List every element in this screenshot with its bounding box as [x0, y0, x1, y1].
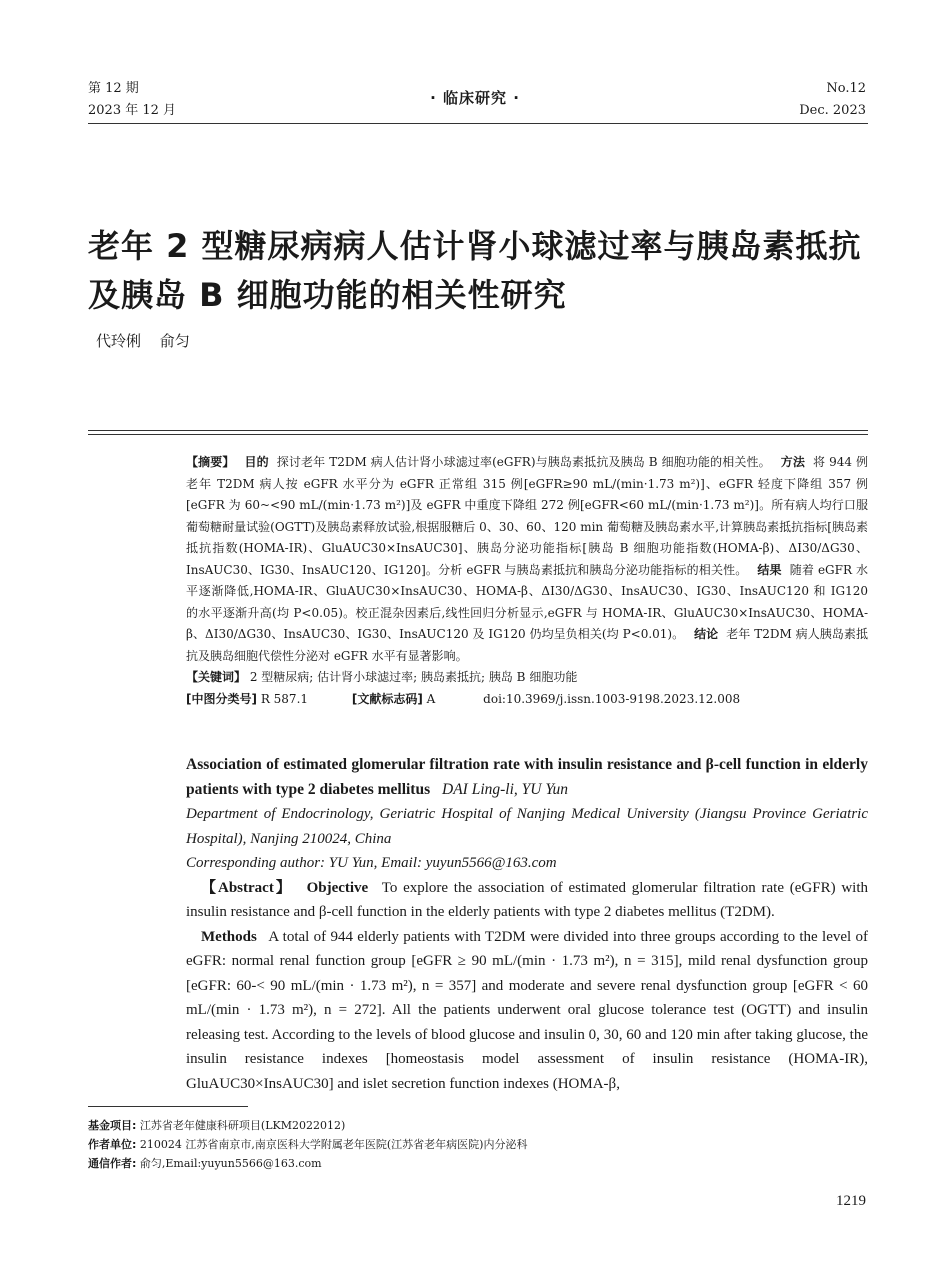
fund-label: 基金项目: — [88, 1119, 137, 1132]
english-objective-text: To explore the association of estimated glomerular filtration rate (eGFR) with insulin resistance and β-cell function in the elderly patients with type 2 diabetes mellitus (T2DM). — [186, 879, 869, 920]
objective-text: 探讨老年 T2DM 病人估计肾小球滤过率(eGFR)与胰岛素抵抗及胰岛 B 细胞功能的相关性。 — [276, 455, 771, 469]
english-title: Association of estimated glomerular filtration rate with insulin resistance and β-cell function in elderly patients with type 2 diabetes mellitus — [186, 756, 868, 798]
doi-link[interactable]: doi:10.3969/j.issn.1003-9198.2023.12.008 — [483, 691, 741, 706]
author-name: 代玲俐 — [96, 332, 142, 350]
issue-date-cn: 2023 年 12 月 — [88, 103, 177, 118]
classification-line — [186, 689, 868, 711]
unit-text: 210024 江苏省南京市,南京医科大学附属老年医院(江苏省老年病医院)内分泌科 — [139, 1138, 528, 1151]
results-text: 随着 eGFR 水平逐渐降低,HOMA-IR、GluAUC30×InsAUC30、HOMA-β、ΔI30/ΔG30、InsAUC30、IG30、InsAUC120 和 IG120 的水平逐渐升高(均 P<0.05)。校正混杂因素后,线性回归分析显示,eGFR 与 HOMA-IR、GluAUC30×InsAUC30、HOMA-β、ΔI30/ΔG30、InsAUC30、IG30、InsAUC120 及 IG120 仍均呈负相关(均 P<0.01)。 — [186, 562, 868, 641]
abstract-label: 【摘要】 — [186, 455, 235, 469]
results-label: 结果 — [757, 562, 782, 577]
english-abstract-label: 【Abstract】 — [201, 879, 293, 896]
abstract-rule-top — [88, 430, 868, 431]
footnote-rule — [88, 1106, 248, 1107]
english-affiliation: Department of Endocrinology, Geriatric Hospital of Nanjing Medical University (Jiangsu Province Geriatric Hospital), Nanjing 210024, China — [186, 806, 868, 847]
doccode-value: A — [426, 691, 436, 706]
english-title-line — [186, 752, 868, 802]
doccode-label: [文献标志码] — [351, 691, 423, 706]
section-heading: · 临床研究 · — [430, 89, 520, 107]
english-methods-label: Methods — [201, 928, 257, 945]
header-rule — [88, 123, 868, 124]
english-objective-label: Objective — [306, 879, 369, 896]
conclusion-text: 老年 T2DM 病人胰岛素抵抗及胰岛细胞代偿性分泌对 eGFR 水平有显著影响。 — [186, 627, 868, 663]
journal-header-right — [799, 78, 866, 122]
english-methods-text: A total of 944 elderly patients with T2DM were divided into three groups according to the level of eGFR: normal renal function group [eGFR ≥ 90 mL/(min · 1.73 m²), n = 315], mild renal dysfunction group [eGFR: 60-< 90 mL/(min · 1.73 m²), n = 357] and moderate and severe renal dysfunction group [eGFR < 60 mL/(min · 1.73 m²), n = 272]. All the patients underwent oral glucose tolerance test (OGTT) and insulin releasing test. According to the levels of blood glucose and insulin 0, 30, 60 and 120 min after taking glucose, the insulin resistance indexes [homeostasis model assessment of insulin resistance (HOMA-IR), GluAUC30×InsAUC30] and islet secretion function indexes (HOMA-β, — [186, 928, 868, 1092]
objective-label: 目的 — [244, 455, 269, 469]
english-abstract — [186, 752, 868, 1096]
conclusion-label: 结论 — [694, 627, 719, 641]
contact-text: 俞匀,Email:yuyun5566@163.com — [139, 1157, 322, 1170]
article-title: 老年 2 型糖尿病病人估计肾小球滤过率与胰岛素抵抗及胰岛 B 细胞功能的相关性研究 — [88, 227, 862, 314]
clc-label: [中图分类号] — [186, 691, 257, 706]
issue-number-en: No.12 — [826, 81, 866, 96]
english-authors: DAI Ling-li, YU Yun — [442, 781, 569, 798]
corresponding-author: Corresponding author: YU Yun, Email: yuyun5566@163.com — [186, 855, 557, 871]
english-abstract-objective — [186, 876, 868, 925]
fund-text: 江苏省老年健康科研项目(LKM2022012) — [139, 1119, 346, 1132]
contact-label: 通信作者: — [88, 1157, 137, 1170]
fund-note — [88, 1116, 868, 1135]
methods-label: 方法 — [780, 455, 806, 469]
author-name: 俞匀 — [159, 332, 190, 350]
methods-text: 将 944 例老年 T2DM 病人按 eGFR 水平分为 eGFR 正常组 315 例[eGFR≥90 mL/(min·1.73 m²)]、eGFR 轻度下降组 357 例[eGFR 为 60~<90 mL/(min·1.73 m²)]及 eGFR 中重度下降组 272 例[eGFR<60 mL/(min·1.73 m²)]。所有病人均行口服葡萄糖耐量试验(OGTT)及胰岛素释放试验,根据服糖后 0、30、60、120 min 葡萄糖及胰岛素水平,计算胰岛素抵抗指标[胰岛素抵抗指数(HOMA-IR)、GluAUC30×InsAUC30]、胰岛分泌功能指标[胰岛 B 细胞功能指数(HOMA-β)、ΔI30/ΔG30、InsAUC30、IG30、InsAUC120、IG120]。分析 eGFR 与胰岛素抵抗和胰岛分泌功能指标的相关性。 — [186, 455, 868, 577]
clc-value: R 587.1 — [260, 691, 309, 706]
author-list — [96, 330, 204, 351]
abstract-rule-bottom — [88, 434, 868, 435]
issue-date-en: Dec. 2023 — [799, 103, 866, 118]
keywords-text: 2 型糖尿病; 估计肾小球滤过率; 胰岛素抵抗; 胰岛 B 细胞功能 — [249, 670, 578, 684]
unit-label: 作者单位: — [88, 1138, 137, 1151]
chinese-abstract — [186, 452, 868, 710]
page-number: 1219 — [836, 1193, 866, 1209]
keywords-line — [186, 667, 868, 689]
english-abstract-methods — [186, 925, 868, 1097]
contact-note — [88, 1154, 868, 1173]
keywords-label: 【关键词】 — [186, 670, 247, 684]
issue-number-cn: 第 12 期 — [88, 81, 139, 96]
unit-note — [88, 1135, 868, 1154]
footnotes — [88, 1116, 868, 1173]
abstract-body — [186, 452, 868, 667]
